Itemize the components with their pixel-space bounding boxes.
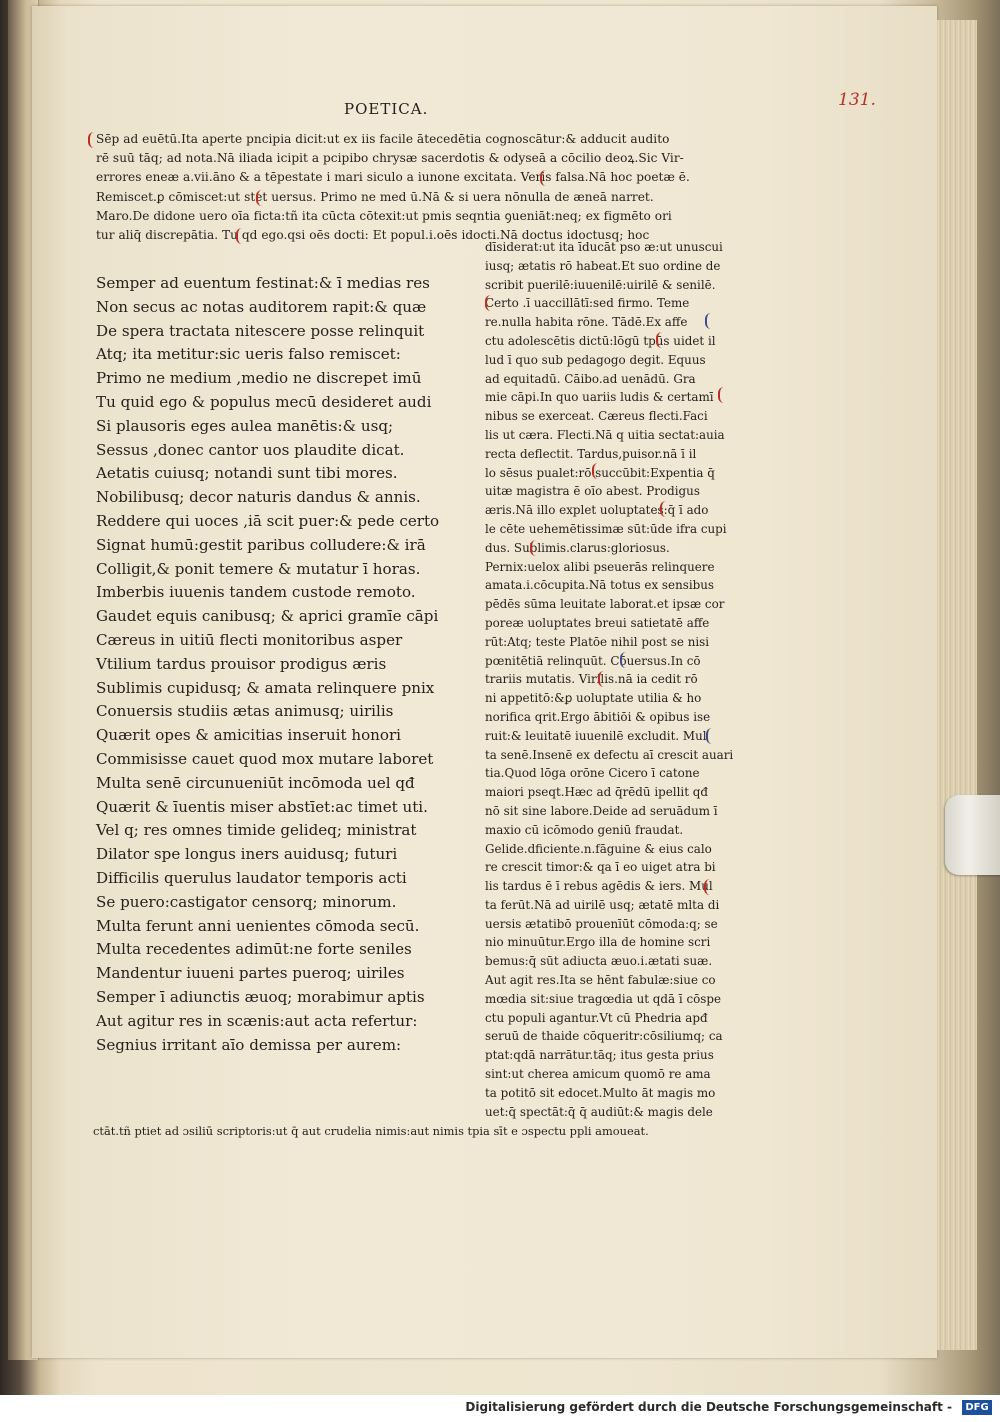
commentary-line: nio minuūtur.Ergo illa de homine scri [485, 935, 711, 950]
verse-line: Primo ne medium ,medio ne discrepet imū [96, 369, 422, 388]
commentary-line: maiori pseqt.Hæc ad q̄rēdū ipellit qđ [485, 785, 709, 800]
verse-line: Conuersis studiis ætas animusq; uirilis [96, 702, 394, 721]
rubric-mark [656, 332, 666, 348]
rubric-mark [256, 190, 266, 206]
bookmark-tab [945, 795, 1000, 875]
verse-line: Multa ferunt anni uenientes cōmoda secū. [96, 916, 420, 935]
dfg-logo: DFG [962, 1400, 992, 1415]
rubric-mark [706, 728, 716, 744]
commentary-line: Certo .ī uaccillātī:sed firmo. Teme [485, 296, 690, 311]
folio-number: 131. [838, 90, 876, 110]
side-commentary [485, 238, 733, 1121]
rubric-mark [236, 228, 246, 244]
verse-line: Aut agitur res in scænis:aut acta refertur: [96, 1011, 418, 1030]
verse-line: Multa senē circunueniūt incōmoda uel qđ [96, 773, 415, 792]
commentary-line: ni appetitō:&ꝑ uoluptate utilia & ho [485, 691, 702, 706]
commentary-line: Pernix:uelox alibi pseuerās relinquere [485, 559, 715, 574]
verse-line: Vtilium tardus prouisor prodigus æris [96, 654, 387, 673]
commentary-line: Gelide.dficiente.n.fāguine & eius calo [485, 841, 712, 856]
verse-line: Tu quid ego & populus mecū desideret audi [96, 392, 432, 411]
commentary-line: pēdēs sūma leuitate laborat.et ipsæ cor [485, 597, 725, 612]
verse-line: De spera tractata nitescere posse relinquit [96, 321, 425, 340]
commentary-line: lo sēsus pualet:rō succūbit:Expentia q̄ [485, 465, 715, 480]
commentary-line: iusq; ætatis rō habeat.Et suo ordine de [485, 258, 721, 273]
running-head: POETICA. [344, 100, 429, 118]
commentary-line: scribit puerilē:iuuenilē:uirilē & senilē. [485, 277, 716, 292]
footer-credit [465, 1400, 952, 1414]
commentary-line: ta ferūt.Nā ad uirilē usq; ætatē mlta di [485, 897, 720, 912]
bottom-commentary-line: ctāt.tñ ptiet ad ɔsiliū scriptoris:ut q̄ aut crudelia nimis:aut nimis tpia sīt e ɔspectu ppli amoueat. [93, 1124, 649, 1138]
verse-line: Imberbis iuuenis tandem custode remoto. [96, 583, 416, 602]
verse-line: Atq; ita metitur:sic ueris falso remiscet: [96, 345, 401, 364]
verse-line: Si plausoris eges aulea manētis:& usq; [96, 416, 394, 435]
commentary-line: æris.Nā illo explet uoluptates:q̄ ī ado [485, 503, 709, 518]
verse-line: Cæreus in uitiū flecti monitoribus asper [96, 630, 403, 649]
commentary-line: le cēte uehemētissimæ sūt:ūde ifra cupi [485, 521, 727, 536]
verse-block [96, 272, 439, 1057]
verse-line: Sublimis cupidusq; & amata relinquere pnix [96, 678, 435, 697]
verse-line: Commisisse cauet quod mox mutare laboret [96, 749, 434, 768]
commentary-line: nō sit sine labore.Deide ad seruādum ī [485, 803, 718, 818]
verse-line: Quærit opes & amicitias inseruit honori [96, 726, 402, 745]
verse-line: Semper ī adiunctis æuoq; morabimur aptis [96, 987, 425, 1006]
verse-line: Sessus ,donec cantor uos plaudite dicat. [96, 440, 405, 459]
commentary-line: trariis mutatis. Virilis.nā ia cedit rō [485, 672, 698, 687]
commentary-line: ta senē.Insenē ex defectu aī crescit auari [485, 747, 734, 762]
rubric-mark [704, 879, 714, 895]
commentary-line: dus. Sublimis.clarus:gloriosus. [485, 540, 670, 555]
verse-line: Aetatis cuiusq; notandi sunt tibi mores. [96, 464, 398, 483]
rubric-mark [598, 671, 608, 687]
commentary-line: maxio cū icōmodo geniū fraudat. [485, 822, 684, 837]
commentary-line: mie cāpi.In quo uariis ludis & certamī [485, 390, 714, 405]
verse-line: Difficilis querulus laudator temporis acti [96, 868, 407, 887]
verse-line: Colligit,& ponit temere & mutatur ī horas. [96, 559, 421, 578]
verse-line: Vel q; res omnes timide gelideq; ministrat [96, 821, 417, 840]
verse-line: Se puero:castigator censorq; minorum. [96, 892, 397, 911]
commentary-line: uitæ magistra ē oīo abest. Prodigus [485, 484, 700, 499]
rubric-mark [88, 132, 98, 148]
verse-line: Signat humū:gestit paribus colludere:& irā [96, 535, 426, 554]
verse-line: Nobilibusq; decor naturis dandus & annis. [96, 488, 421, 507]
rubric-mark [540, 170, 550, 186]
commentary-line: ctu populi agantur.Vt cū Phedria apđ [485, 1010, 708, 1025]
verse-line: Gaudet equis canibusq; & aprici gramīe cāpi [96, 607, 439, 626]
commentary-line: ta potitō sit edocet.Multo āt magis mo [485, 1085, 716, 1100]
verse-line: Multa recedentes adimūt:ne forte seniles [96, 940, 412, 959]
rubric-mark [620, 652, 630, 668]
commentary-line: Aut agit res.Ita se hēnt fabulæ:siue co [485, 973, 716, 988]
commentary-line: lis ut cæra. Flecti.Nā q uitia sectat:auia [485, 427, 725, 442]
verse-line: Quærit & īuentis miser abstīet:ac timet uti. [96, 797, 428, 816]
rubric-mark [705, 313, 715, 329]
commentary-line: uersis ætatibō prouenīūt cōmoda:q; se [485, 916, 718, 931]
footer-credit-text: Digitalisierung gefördert durch die Deutsche Forschungsgemeinschaft [465, 1400, 943, 1414]
commentary-line: recta deflectit. Tardus,puisor.nā ī il [485, 446, 697, 461]
commentary-line: Maro.De didone uero oīa ficta:tñ ita cūcta cōtexit:ut pmis seqntia ꝯueniāt:neq; ex figmēto ori [96, 208, 672, 223]
commentary-line: sint:ut cherea amicum quomō re ama [485, 1067, 711, 1082]
verse-line: Non secus ac notas auditorem rapit:& quæ [96, 297, 427, 316]
commentary-line: lis tardus ē ī rebus agēdis & iers. Mul [485, 879, 713, 894]
commentary-line: ruit:& leuitatē iuuenilē excludit. Mul [485, 728, 707, 743]
commentary-line: Remiscet.ꝑ cōmiscet:ut stet uersus. Primo ne med ū.Nā & si uera nōnulla de æneā narret. [96, 189, 654, 204]
commentary-line: lud ī quo sub pedagogo degit. Equus [485, 352, 706, 367]
commentary-line: mœdia sit:siue tragœdia ut qdā ī cōspe [485, 991, 722, 1006]
commentary-line: amata.i.cōcupita.Nā totus ex sensibus [485, 578, 715, 593]
commentary-line: errores eneæ a.vii.āno & a tēpestate i mari siculo a iunone excitata. Veris falsa.Nā hoc poetæ ē. [96, 170, 690, 185]
top-commentary [96, 130, 690, 245]
commentary-line: nibus se exerceat. Cæreus flecti.Faci [485, 409, 708, 424]
verse-line: Reddere qui uoces ,iā scit puer:& pede certo [96, 511, 440, 530]
commentary-line: uet:q̄ spectāt:q̄ q̄ audiūt:& magis dele [485, 1104, 713, 1119]
verse-line: Segnius irritant aīo demissa per aurem: [96, 1035, 402, 1054]
footer-separator: - [947, 1400, 952, 1414]
commentary-line: dīsiderat:ut ita īducāt pso æ:ut unuscui [485, 240, 723, 254]
rubric-mark [592, 463, 602, 479]
commentary-line: pœnitētiā relinquūt. Cōuersus.In cō [485, 653, 701, 668]
commentary-line: tia.Quod lōga orōne Cicero ī catone [485, 766, 700, 781]
verse-line: Dilator spe longus iners auidusq; futuri [96, 845, 398, 864]
commentary-line: norifica qrit.Ergo ābitiōi & opibus ise [485, 709, 711, 724]
commentary-line: bemus:q̄ sūt adiucta æuo.i.ætati suæ. [485, 954, 713, 969]
commentary-line: re.nulla habita rōne. Tādē.Ex affe [485, 315, 688, 330]
commentary-line: tur aliq̄ discrepātia. Tu qd ego.qsi oēs docti: Et popul.i.oēs idocti.Nā doctus idoctusq; hoc [96, 227, 650, 242]
fore-edge [937, 20, 977, 1350]
commentary-line: seruū de thaide cōqueritr:cōsiliumq; ca [485, 1029, 723, 1044]
commentary-line: Sēp ad euētū.Ita aperte pncipia dicit:ut ex iis facile ātecedētia cognoscātur:& adducit audito [96, 132, 670, 146]
commentary-line: ctu adolescētis dictū:lōgū tpūs uidet il [485, 333, 716, 348]
commentary-line: re crescit timor:& qa ī eo uiget atra bi [485, 860, 716, 875]
commentary-line: rūt:Atq; teste Platōe nihil post se nisi [485, 634, 710, 649]
commentary-line: ptat:qdā narrātur.tāq; itus gesta prius [485, 1048, 714, 1063]
commentary-line: ad equitadū. Cāibo.ad uenādū. Gra [485, 371, 696, 386]
rubric-mark [660, 501, 670, 517]
commentary-line: rē suū tāq; ad nota.Nā iliada icipit a pcipibo chrysæ sacerdotis & odyseā a cōcilio deoꝝ.Sic Vir- [96, 151, 684, 166]
rubric-mark [718, 387, 728, 403]
commentary-line: poreæ uoluptates breui satietatē affe [485, 615, 710, 630]
verse-line: Mandentur iuueni partes pueroq; uiriles [96, 964, 405, 983]
verse-line: Semper ad euentum festinat:& ī medias res [96, 274, 430, 292]
rubric-mark [530, 540, 540, 556]
rubric-mark [485, 295, 495, 311]
